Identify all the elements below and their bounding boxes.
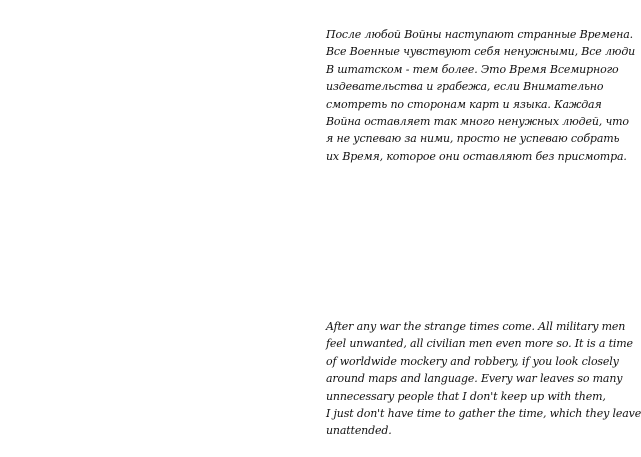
english-line: unnecessary people that I don't keep up with them, [326, 389, 606, 403]
english-line: I just don't have time to gather the time, which they leave [326, 406, 641, 420]
russian-line: Все Военные чувствуют себя ненужными, Все люди [326, 45, 636, 59]
english-line: feel unwanted, all civilian men even more so. It is a time [326, 337, 633, 351]
english-line: around maps and language. Every war leaves so many [326, 372, 623, 386]
english-paragraph [326, 318, 641, 440]
english-line: After any war the strange times come. All military men [326, 320, 626, 333]
russian-paragraph [326, 26, 636, 165]
russian-line: После любой Войны наступают странные Времена. [326, 28, 633, 41]
russian-line: В штатском - тем более. Это Время Всемирного [326, 62, 619, 76]
russian-line: смотреть по сторонам карт и языка. Каждая [326, 97, 602, 111]
russian-line: издевательства и грабежа, если Внимательно [326, 80, 604, 94]
english-line: of worldwide mockery and robbery, if you look closely [326, 354, 619, 368]
russian-line: я не успеваю за ними, просто не успеваю собрать [326, 132, 620, 146]
russian-line: Война оставляет так много ненужных людей, что [326, 114, 629, 128]
russian-line: их Время, которое они оставляют без присмотра. [326, 149, 627, 163]
english-line: unattended. [326, 424, 392, 438]
